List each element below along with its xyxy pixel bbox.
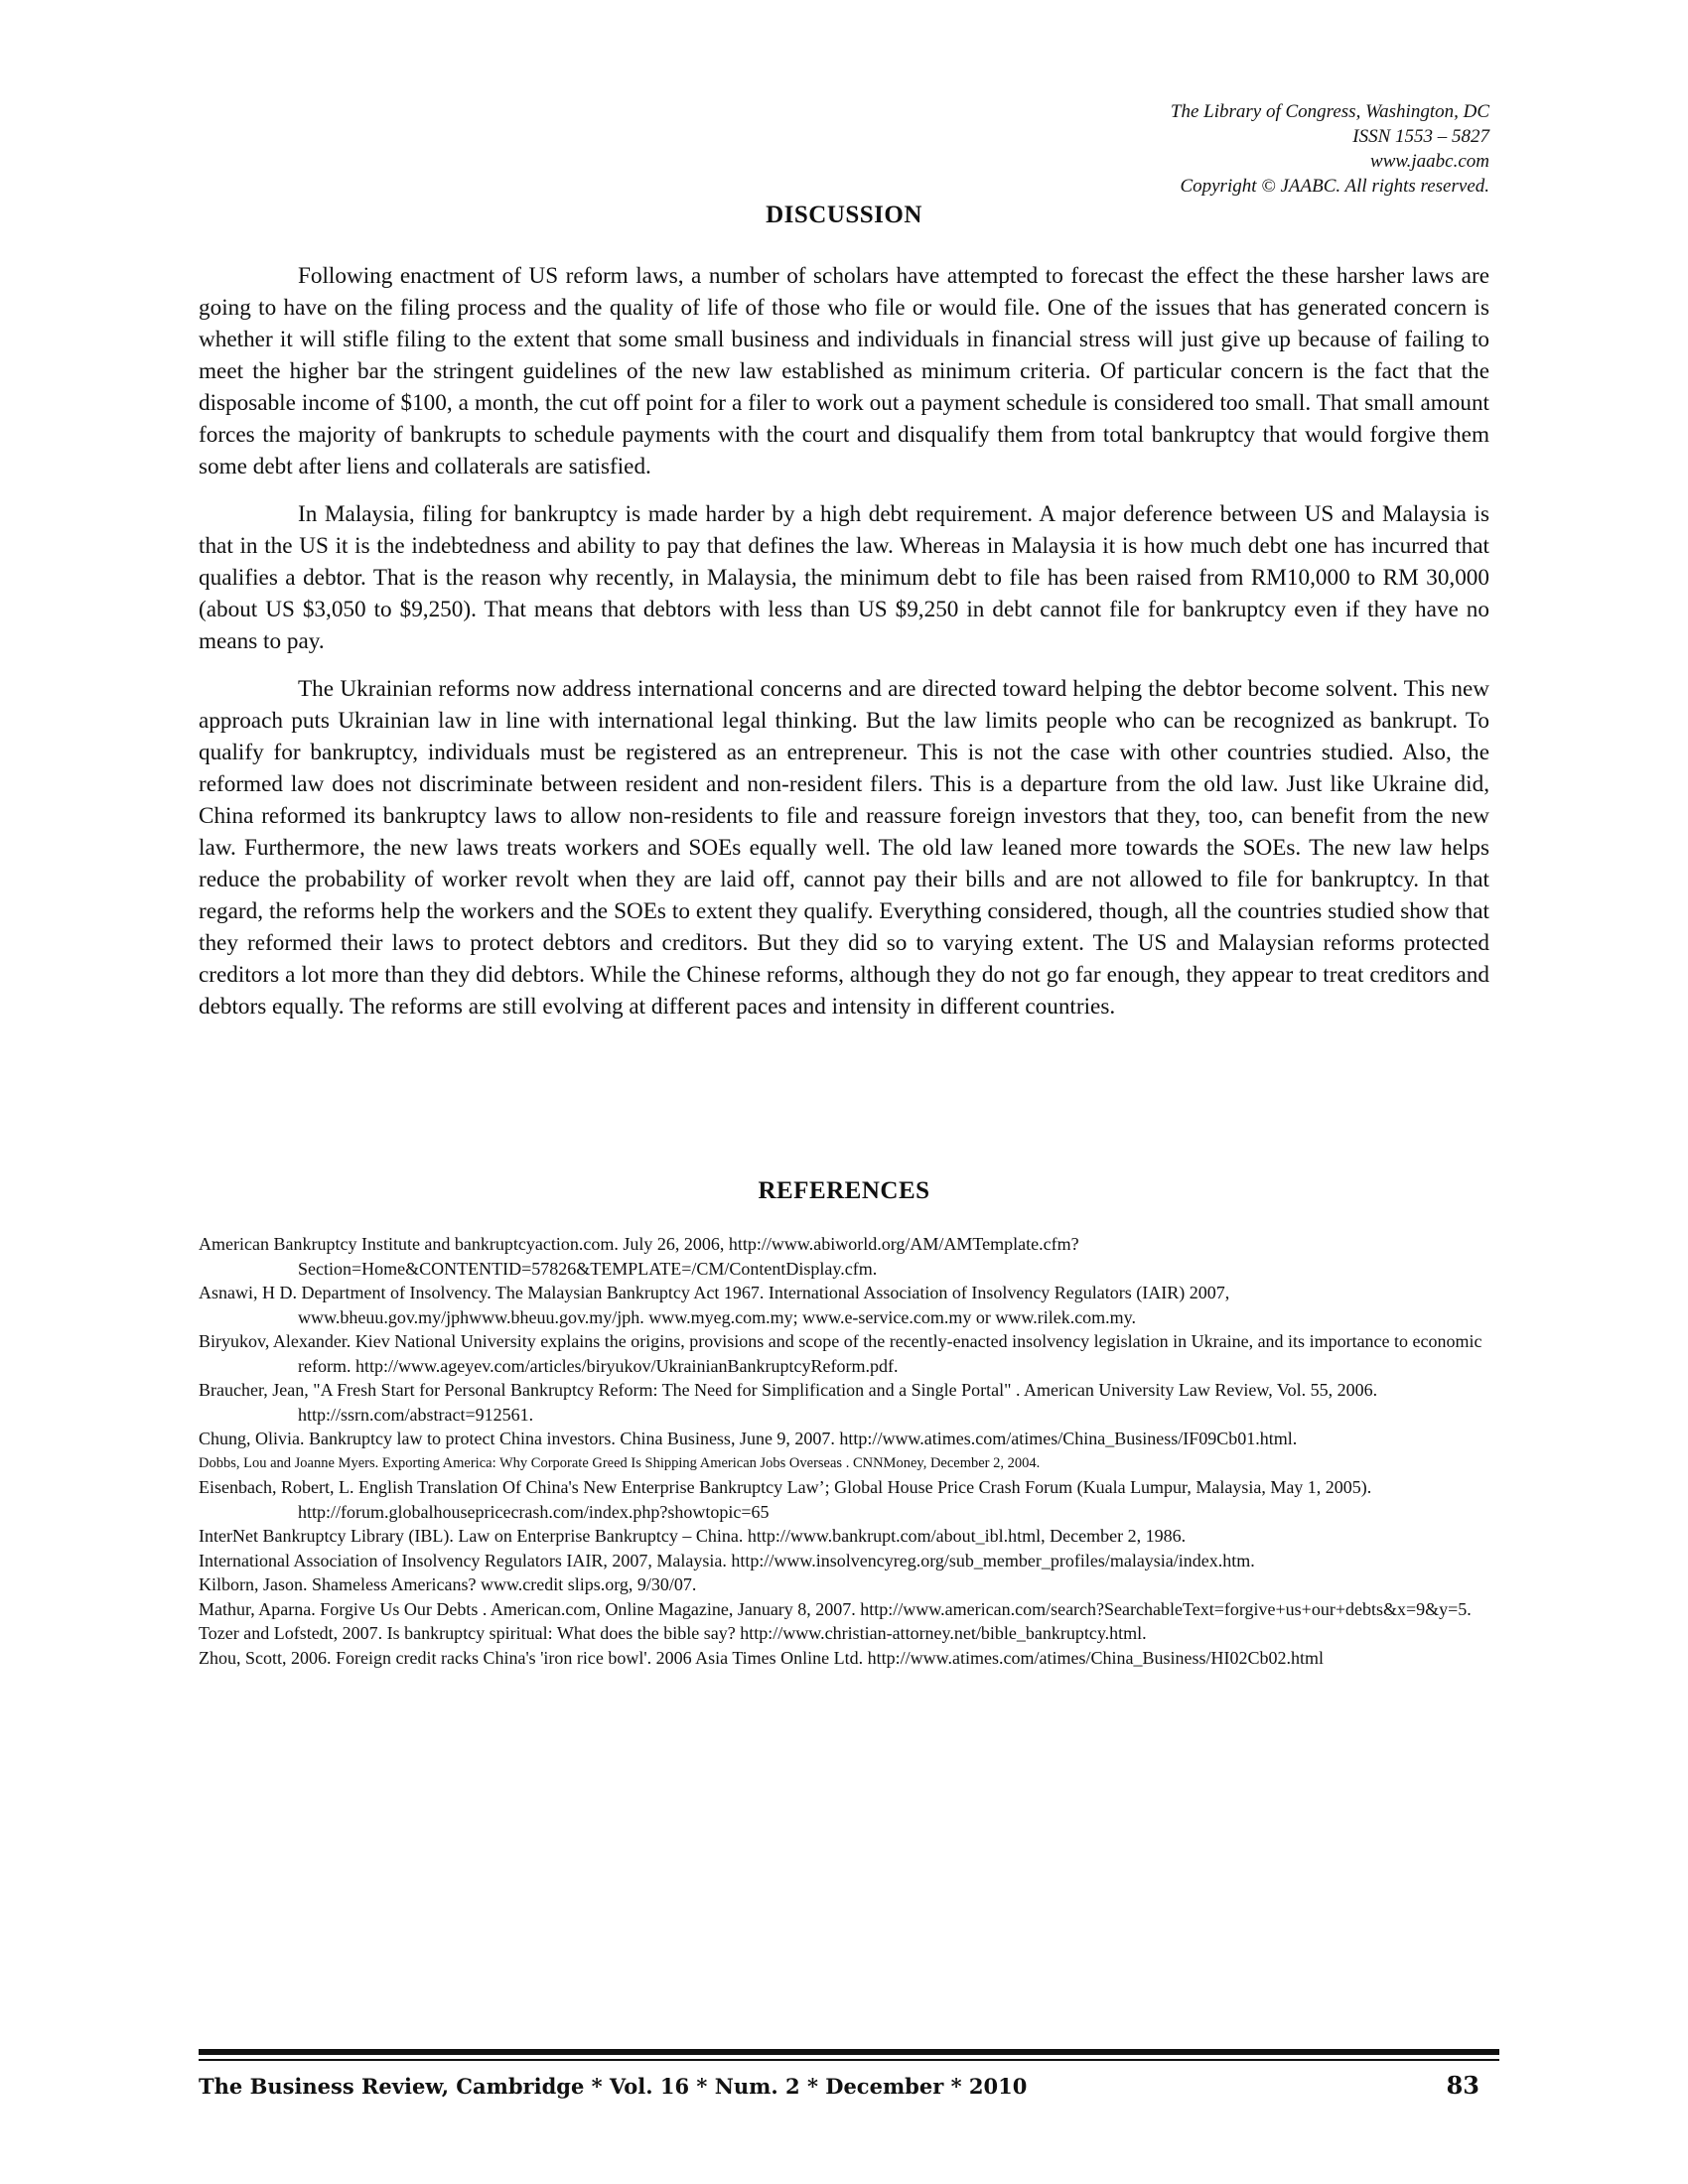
discussion-paragraph: In Malaysia, filing for bankruptcy is made harder by a high debt requirement. A major deference between US and Malaysia is that in the US it is the indebtedness and ability to pay that defines the law. Whereas in Malaysia it is how much debt one has incurred that qualifies a debtor. That is the reason why recently, in Malaysia, the minimum debt to file has been raised from RM10,000 to RM 30,000 (about US $3,050 to $9,250). That means that debtors with less than US $9,250 in debt cannot file for bankruptcy even if they have no means to pay.: [199, 501, 1489, 654]
reference-item: American Bankruptcy Institute and bankruptcyaction.com. July 26, 2006, http://www.abiworld.org/AM/AMTemplate.cfm?Section=Home&CONTENTID=57826&TEMPLATE=/CM/ContentDisplay.cfm.: [199, 1234, 1079, 1279]
reference-item: Asnawi, H D. Department of Insolvency. The Malaysian Bankruptcy Act 1967. International Association of Insolvency Regulators (IAIR) 2007, www.bheuu.gov.my/jphwww.bheuu.gov.my/jph. www.myeg.com.my; www.e-service.com.my or www.rilek.com.my.: [199, 1283, 1230, 1327]
reference-item: Chung, Olivia. Bankruptcy law to protect China investors. China Business, June 9, 2007. http://www.atimes.com/atimes/China_Business/IF09Cb01.html.: [199, 1429, 1298, 1448]
header-copyright-line: Copyright © JAABC. All rights reserved.: [1180, 176, 1489, 197]
reference-item: Zhou, Scott, 2006. Foreign credit racks China's 'iron rice bowl'. 2006 Asia Times Online Ltd. http://www.atimes.com/atimes/China_Business/HI02Cb02.html: [199, 1647, 1324, 1668]
discussion-body: [199, 260, 1489, 1038]
references-list: [199, 1232, 1499, 1670]
discussion-heading: DISCUSSION: [766, 202, 922, 228]
reference-item: Kilborn, Jason. Shameless Americans? www.credit slips.org, 9/30/07.: [199, 1574, 697, 1594]
journal-header: [695, 99, 1489, 199]
footer-divider-thick: [199, 2049, 1499, 2055]
reference-item: Tozer and Lofstedt, 2007. Is bankruptcy spiritual: What does the bible say? http://www.christian-attorney.net/bible_bankruptcy.html.: [199, 1623, 1147, 1643]
reference-item: InterNet Bankruptcy Library (IBL). Law on Enterprise Bankruptcy – China. http://www.bankrupt.com/about_ibl.html, December 2, 1986.: [199, 1526, 1187, 1546]
reference-item: Braucher, Jean, "A Fresh Start for Personal Bankruptcy Reform: The Need for Simplification and a Single Portal" . American University Law Review, Vol. 55, 2006. http://ssrn.com/abstract=912561.: [199, 1380, 1378, 1425]
reference-item: Dobbs, Lou and Joanne Myers. Exporting America: Why Corporate Greed Is Shipping American Jobs Overseas . CNNMoney, December 2, 2004.: [199, 1454, 1041, 1471]
references-heading: REFERENCES: [758, 1177, 930, 1204]
footer-divider-thin: [199, 2059, 1499, 2061]
header-issn-line: ISSN 1553 – 5827: [1352, 126, 1489, 147]
reference-item: Biryukov, Alexander. Kiev National University explains the origins, provisions and scope of the recently-enacted insolvency legislation in Ukraine, and its importance to economic reform. http://www.ageyev.com/articles/biryukov/UkrainianBankruptcyReform.pdf.: [199, 1331, 1482, 1376]
reference-item: International Association of Insolvency Regulators IAIR, 2007, Malaysia. http://www.insolvencyreg.org/sub_member_profiles/malaysia/index.htm.: [199, 1550, 1255, 1570]
discussion-paragraph: The Ukrainian reforms now address international concerns and are directed toward helping the debtor become solvent. This new approach puts Ukrainian law in line with international legal thinking. But the law limits people who can be recognized as bankrupt. To qualify for bankruptcy, individuals must be registered as an entrepreneur. This is not the case with other countries studied. Also, the reformed law does not discriminate between resident and non-resident filers. This is a departure from the old law. Just like Ukraine did, China reformed its bankruptcy laws to allow non-residents to file and reassure foreign investors that they, too, can benefit from the new law. Furthermore, the new laws treats workers and SOEs equally well. The old law leaned more towards the SOEs. The new law helps reduce the probability of worker revolt when they are laid off, cannot pay their bills and are not allowed to file for bankruptcy. In that regard, the reforms help the workers and the SOEs to extent they qualify. Everything considered, though, all the countries studied show that they reformed their laws to protect debtors and creditors. But they did so to varying extent. The US and Malaysian reforms protected creditors a lot more than they did debtors. While the Chinese reforms, although they do not go far enough, they appear to treat creditors and debtors equally. The reforms are still evolving at different paces and intensity in different countries.: [199, 676, 1489, 1020]
discussion-paragraph: Following enactment of US reform laws, a number of scholars have attempted to forecast the effect the these harsher laws are going to have on the filing process and the quality of life of those who file or would file. One of the issues that has generated concern is whether it will stifle filing to the extent that some small business and individuals in financial stress will just give up because of failing to meet the higher bar the stringent guidelines of the new law established as minimum criteria. Of particular concern is the fact that the disposable income of $100, a month, the cut off point for a filer to work out a payment schedule is considered too small. That small amount forces the majority of bankrupts to schedule payments with the court and disqualify them from total bankruptcy that would forgive them some debt after liens and collaterals are satisfied.: [199, 263, 1489, 479]
header-website-line: www.jaabc.com: [1370, 151, 1489, 172]
reference-item: Mathur, Aparna. Forgive Us Our Debts . American.com, Online Magazine, January 8, 2007. http://www.american.com/search?SearchableText=forgive+us+our+debts&x=9&y=5.: [199, 1598, 1472, 1619]
header-library-line: The Library of Congress, Washington, DC: [1170, 101, 1489, 122]
page-footer: [199, 2071, 1499, 2100]
page-number: 83: [1446, 2071, 1479, 2100]
footer-journal-citation: The Business Review, Cambridge * Vol. 16 * Num. 2 * December * 2010: [199, 2074, 1028, 2099]
reference-item: Eisenbach, Robert, L. English Translation Of China's New Enterprise Bankruptcy Law’; Global House Price Crash Forum (Kuala Lumpur, Malaysia, May 1, 2005). http://forum.globalhousepricecrash.com/index.php?showtopic=65: [199, 1477, 1372, 1522]
